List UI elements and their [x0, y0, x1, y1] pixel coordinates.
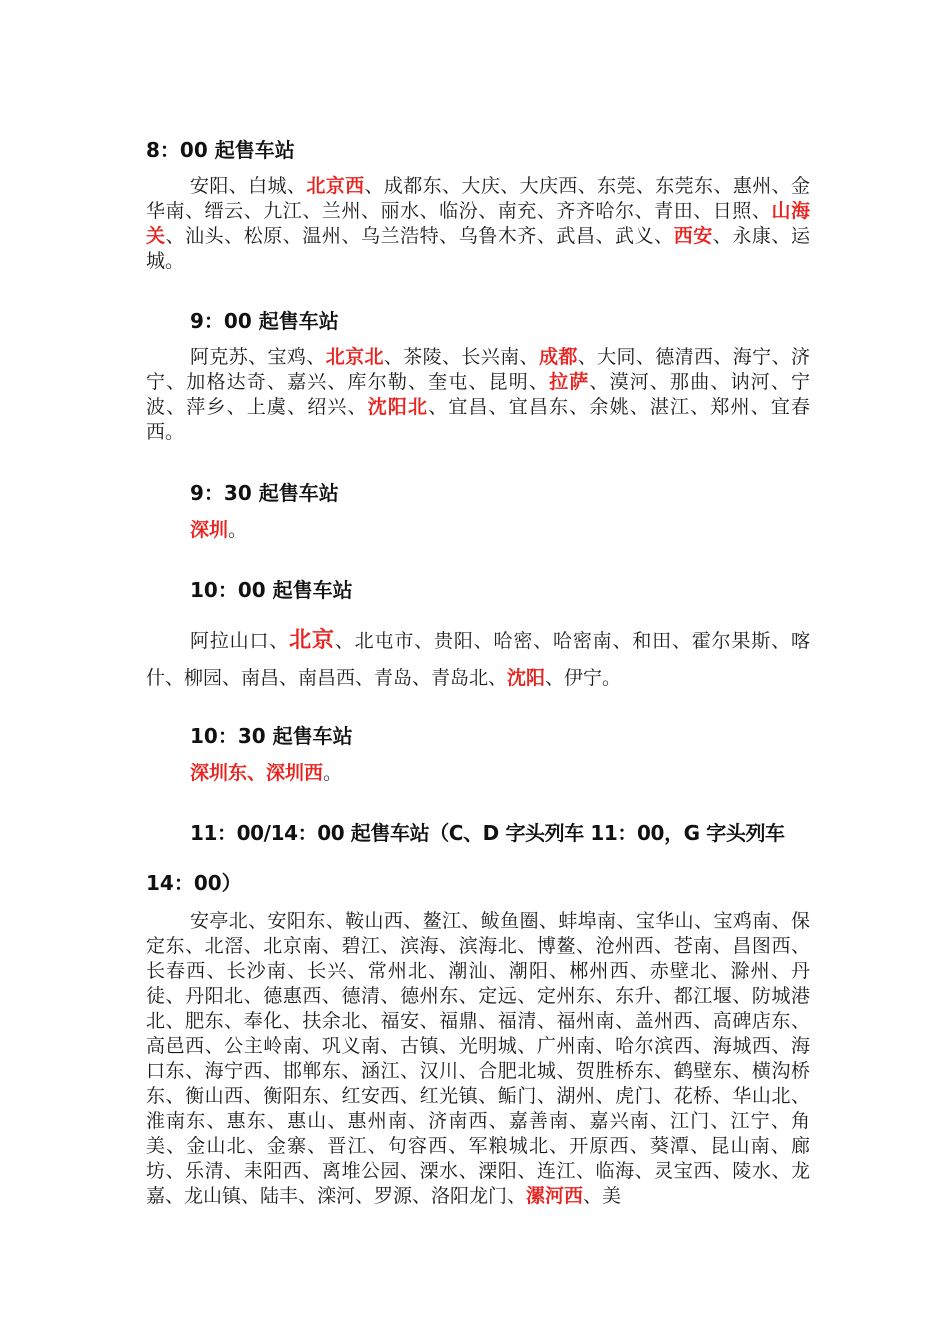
- station-list-0900: [146, 345, 810, 445]
- highlighted-station: 沈阳: [507, 667, 546, 689]
- highlighted-station: 深圳东、深圳西: [190, 762, 324, 784]
- station-text: 、成都东、大庆、大庆西、东莞、东莞东、惠州、金华南、缙云、九江、兰州、丽水、临汾、南充、齐齐哈尔、青田、日照、: [146, 175, 810, 222]
- highlighted-station: 山海关: [146, 200, 810, 247]
- section-heading-1000: 10：00 起售车站: [190, 578, 353, 602]
- highlighted-station: 北京西: [306, 175, 365, 197]
- station-text: 、汕头、松原、温州、乌兰浩特、乌鲁木齐、武昌、武义、: [165, 225, 674, 247]
- section-heading-0800: 8：00 起售车站: [146, 138, 295, 162]
- station-text: 阿克苏、宝鸡、: [190, 346, 326, 368]
- station-text: 、宜昌、宜昌东、余姚、湛江、郑州、宜春西。: [146, 396, 810, 443]
- station-list-0800: [146, 174, 810, 274]
- station-text: 安阳、白城、: [190, 175, 307, 197]
- highlighted-station: 北京北: [325, 346, 384, 368]
- station-text: 、北屯市、贵阳、哈密、哈密南、和田、霍尔果斯、喀什、柳园、南昌、南昌西、青岛、青岛北、: [146, 630, 810, 689]
- station-text: 。: [228, 519, 248, 541]
- station-text: 、永康、运城。: [146, 225, 810, 272]
- station-list-1100-1400: [146, 909, 810, 1209]
- section-heading-1100-1400: 11：00/14：00 起售车站（C、D 字头列车 11：00，G 字头列车: [190, 821, 785, 845]
- highlighted-station: 西安: [673, 225, 713, 247]
- highlighted-station: 漯河西: [526, 1185, 584, 1207]
- station-text: 安亭北、安阳东、鞍山西、鳌江、鲅鱼圈、蚌埠南、宝华山、宝鸡南、保定东、北滘、北京南、碧江、滨海、滨海北、博鳌、沧州西、苍南、昌图西、长春西、长沙南、长兴、常州北、潮汕、潮阳、郴州西、赤壁北、滁州、丹徒、丹阳北、德惠西、德清、德州东、定远、定州东、东升、都江堰、防城港北、肥东、奉化、扶余北、福安、福鼎、福清、福州南、盖州西、高碑店东、高邑西、公主岭南、巩义南、古镇、光明城、广州南、哈尔滨西、海城西、海口东、海宁西、邯郸东、涵江、汉川、合肥北城、贺胜桥东、鹤壁东、横沟桥东、衡山西、衡阳东、红安西、红光镇、鲘门、湖州、虎门、花桥、华山北、淮南东、惠东、惠山、惠州南、济南西、嘉善南、嘉兴南、江门、江宁、角美、金山北、金寨、晋江、句容西、军粮城北、开原西、葵潭、昆山南、廊坊、乐清、耒阳西、离堆公园、溧水、溧阳、连江、临海、灵宝西、陵水、龙嘉、龙山镇、陆丰、滦河、罗源、洛阳龙门、: [146, 910, 810, 1207]
- station-text: 、漠河、那曲、讷河、宁波、萍乡、上虞、绍兴、: [146, 371, 810, 418]
- station-text: 。: [323, 762, 343, 784]
- station-text: 、茶陵、长兴南、: [383, 346, 539, 368]
- station-list-1030: [146, 761, 810, 786]
- highlighted-station: 深圳: [190, 519, 229, 541]
- section-heading-1100-1400-cont: 14：00）: [146, 871, 242, 895]
- highlighted-station: 成都: [538, 346, 578, 368]
- section-heading-1030: 10：30 起售车站: [190, 724, 353, 748]
- station-list-1000: [146, 622, 810, 697]
- section-heading-0900: 9：00 起售车站: [190, 309, 339, 333]
- station-list-0930: [146, 518, 810, 543]
- section-heading-0930: 9：30 起售车站: [190, 481, 339, 505]
- station-text: 、美: [583, 1185, 622, 1207]
- station-text: 阿拉山口、: [190, 630, 290, 652]
- highlighted-station: 北京: [289, 627, 335, 653]
- highlighted-station: 拉萨: [549, 371, 590, 393]
- station-text: 、大同、德清西、海宁、济宁、加格达奇、嘉兴、库尔勒、奎屯、昆明、: [146, 346, 810, 393]
- station-text: 、伊宁。: [545, 667, 622, 689]
- highlighted-station: 沈阳北: [367, 396, 429, 418]
